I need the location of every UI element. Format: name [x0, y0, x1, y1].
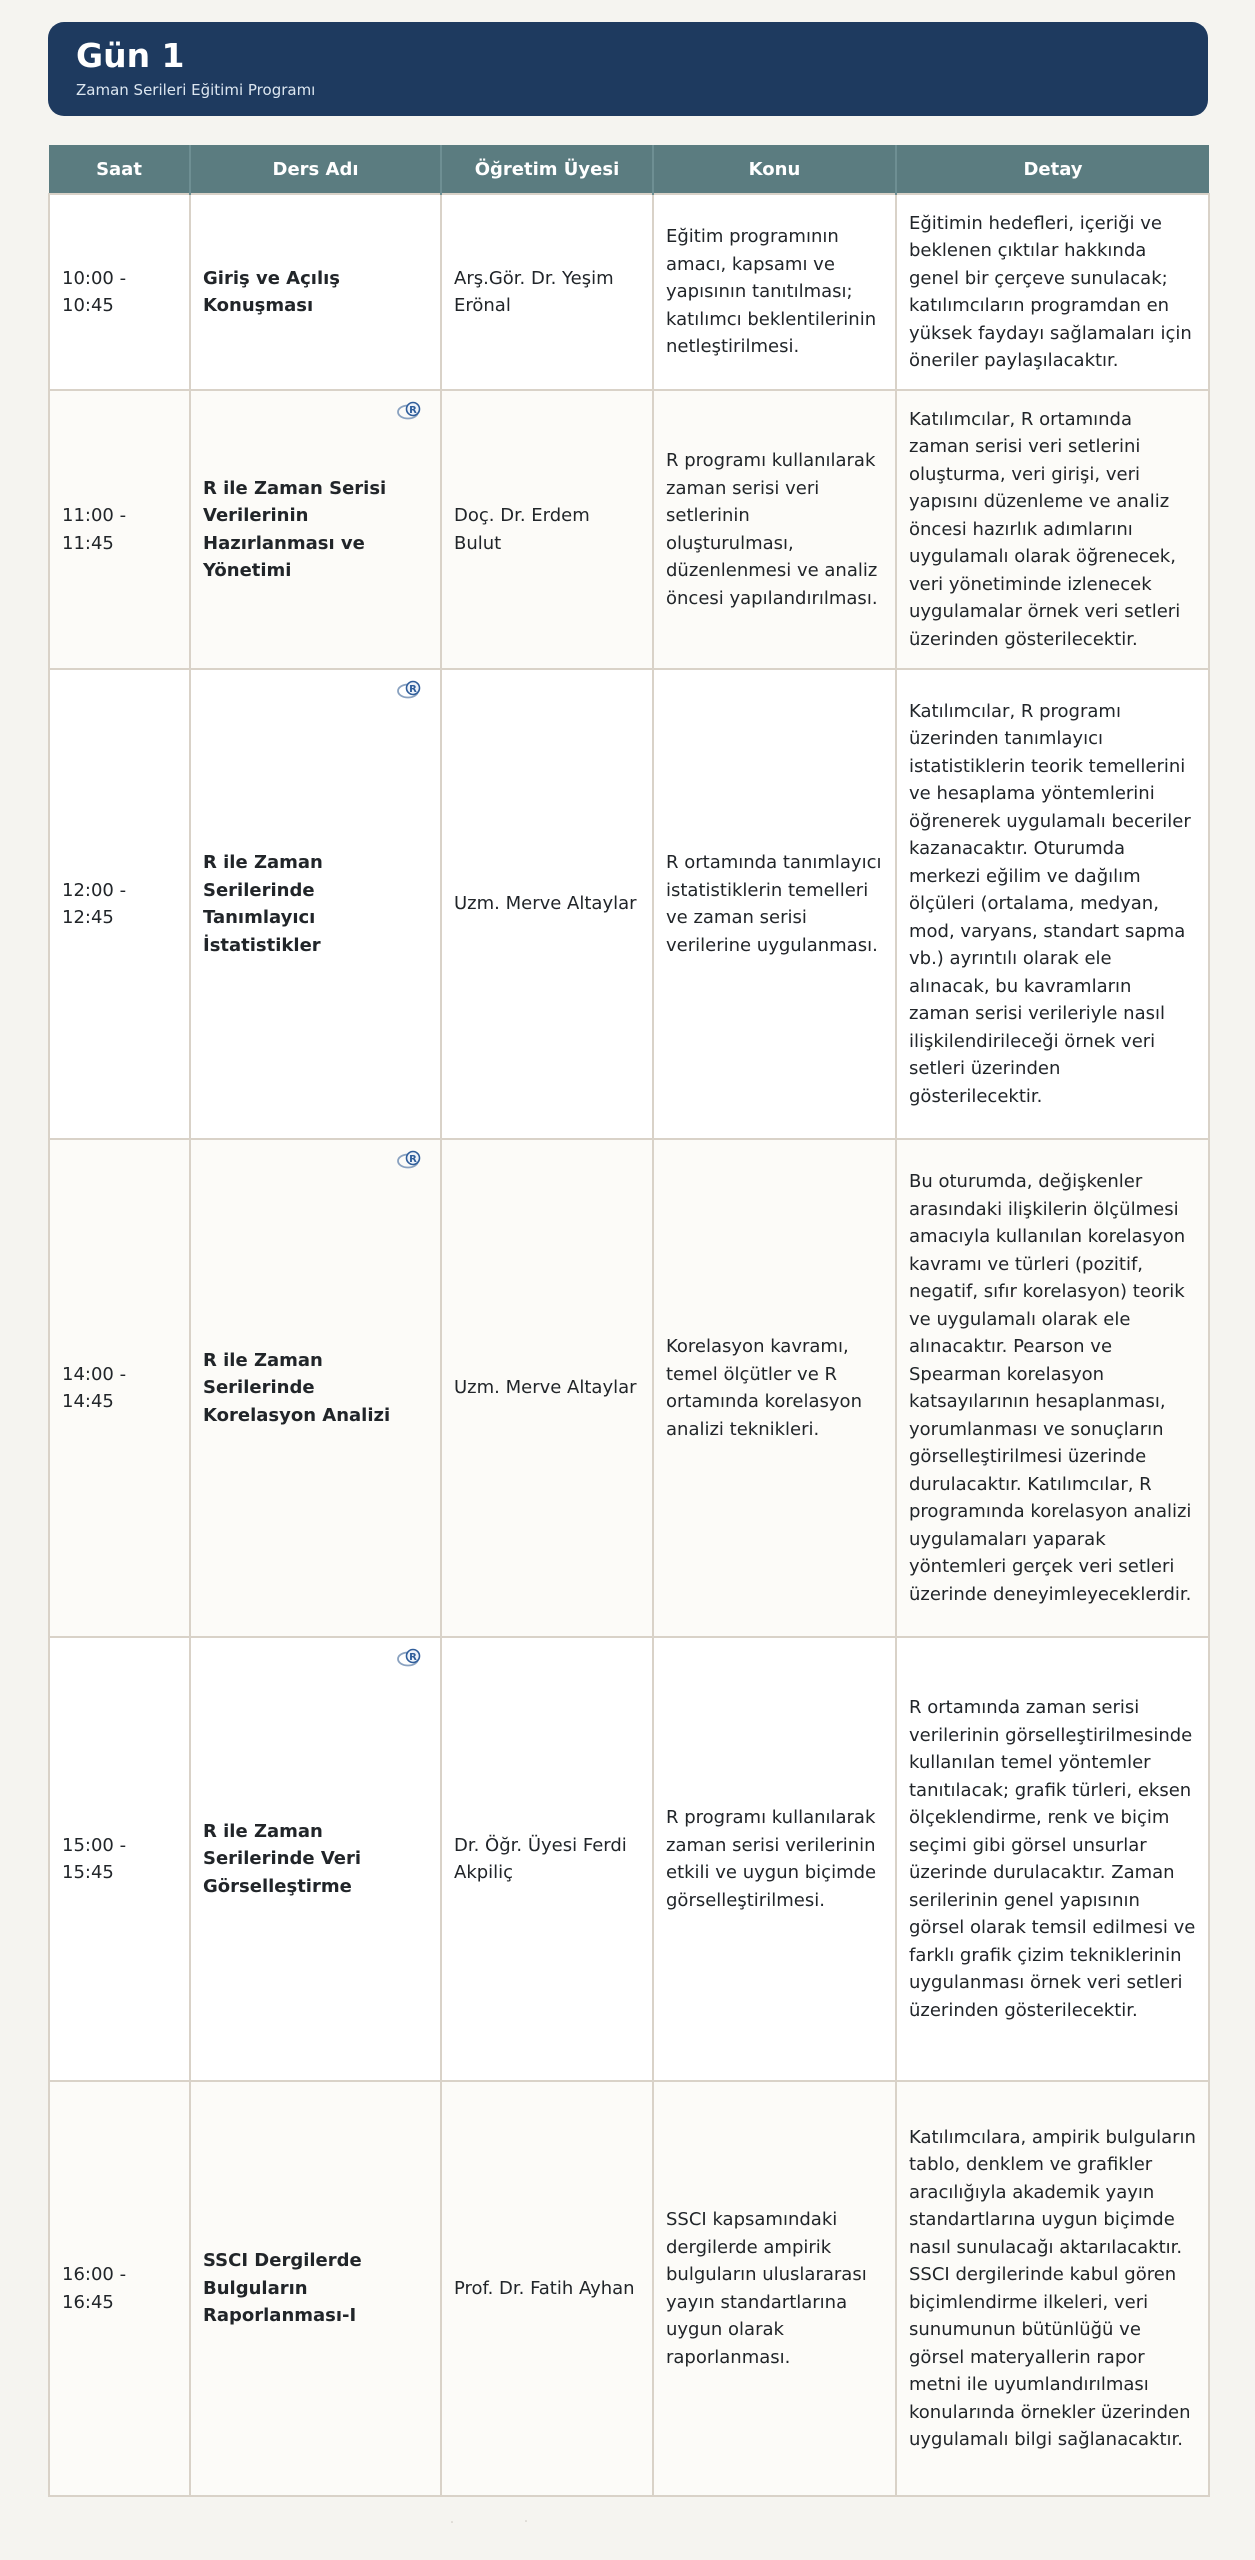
session-topic-text: Korelasyon kavramı, temel ölçütler ve R ortamında korelasyon analizi teknikleri. — [666, 1336, 862, 1440]
session-time-text: 12:00 - 12:45 — [62, 879, 127, 928]
session-topic — [653, 1139, 896, 1637]
table-row — [49, 1139, 1209, 1637]
table-row — [49, 194, 1209, 390]
page-title: Gün 1 — [76, 36, 185, 75]
session-instructor — [441, 2081, 653, 2496]
session-topic-text: R programı kullanılarak zaman serisi veri setlerinin oluşturulması, düzenlenmesi ve analiz öncesi yapılandırılması. — [666, 450, 878, 609]
session-title-text: R ile Zaman Serilerinde Tanımlayıcı İstatistikler — [203, 852, 323, 956]
session-instructor — [441, 1637, 653, 2081]
day-header — [48, 22, 1208, 116]
table-row — [49, 669, 1209, 1139]
r-logo-icon — [396, 1648, 424, 1668]
column-header-time: Saat — [49, 145, 190, 194]
session-topic — [653, 194, 896, 390]
session-instructor-text: Uzm. Merve Altaylar — [454, 1377, 637, 1399]
session-time — [49, 2081, 190, 2496]
session-title — [190, 1139, 441, 1637]
session-detail-text: Bu oturumda, değişkenler arasındaki ilişkilerin ölçülmesi amacıyla kullanılan korelasyon kavramı ve türleri (pozitif, negatif, sıfır korelasyon) teorik ve uygulamalı olarak ele alınacaktır. Pearson ve Spearman korelasyon katsayılarının hesaplanması, yorumlanması ve sonuçların görselleştirilmesi üzerinde durulacaktır. Katılımcılar, R programında korelasyon analizi uygulamaları yaparak yöntemleri gerçek veri setleri üzerinde deneyimleyeceklerdir. — [909, 1171, 1192, 1605]
session-time — [49, 1139, 190, 1637]
session-detail-text: R ortamında zaman serisi verilerinin görselleştirilmesinde kullanılan temel yöntemler tanıtılacak; grafik türleri, eksen ölçeklendirme, renk ve biçim seçimi gibi görsel unsurlar üzerinde durulacaktır. Zaman serilerinin genel yapısının görsel olarak temsil edilmesi ve farklı grafik çizim tekniklerinin uygulanması örnek veri setleri üzerinden gösterilecektir. — [909, 1697, 1196, 2021]
table-row — [49, 2081, 1209, 2496]
session-title — [190, 2081, 441, 2496]
r-logo-icon — [396, 680, 424, 700]
session-instructor-text: Arş.Gör. Dr. Yeşim Erönal — [454, 267, 614, 316]
table-row — [49, 390, 1209, 669]
session-time — [49, 1637, 190, 2081]
session-title-text: R ile Zaman Serilerinde Korelasyon Analizi — [203, 1349, 391, 1426]
session-title-text: R ile Zaman Serisi Verilerinin Hazırlanması ve Yönetimi — [203, 477, 387, 581]
session-topic — [653, 2081, 896, 2496]
session-detail-text: Katılımcılar, R programı üzerinden tanımlayıcı istatistiklerin teorik temellerini ve hesaplama yöntemlerini öğrenerek uygulamalı beceriler kazanacaktır. Oturumda merkezi eğilim ve dağılım ölçüleri (ortalama, medyan, mod, varyans, standart sapma vb.) ayrıntılı olarak ele alınacak, bu kavramların zaman serisi verileriyle nasıl ilişkilendirileceği örnek veri setleri üzerinden gösterilecektir. — [909, 700, 1191, 1107]
session-detail — [896, 1637, 1209, 2081]
session-title-text: SSCI Dergilerde Bulguların Raporlanması-I — [203, 2250, 362, 2327]
table-body — [49, 194, 1209, 2496]
session-topic-text: R ortamında tanımlayıcı istatistiklerin temelleri ve zaman serisi verilerine uygulanması. — [666, 852, 882, 956]
session-detail — [896, 669, 1209, 1139]
r-logo-icon — [396, 401, 424, 421]
session-topic — [653, 1637, 896, 2081]
session-instructor-text: Prof. Dr. Fatih Ayhan — [454, 2277, 635, 2299]
column-header-instructor: Öğretim Üyesi — [441, 145, 653, 194]
svg-text:R: R — [409, 684, 417, 695]
session-instructor — [441, 669, 653, 1139]
r-logo-icon — [396, 1150, 424, 1170]
session-time-text: 15:00 - 15:45 — [62, 1834, 127, 1883]
table-row — [49, 1637, 1209, 2081]
session-instructor-text: Doç. Dr. Erdem Bulut — [454, 505, 590, 554]
session-title-text: R ile Zaman Serilerinde Veri Görselleştirme — [203, 1820, 362, 1897]
table-header-row — [49, 145, 1209, 194]
svg-text:R: R — [409, 405, 417, 416]
svg-text:R: R — [409, 1154, 417, 1165]
session-time — [49, 669, 190, 1139]
svg-text:R: R — [409, 1652, 417, 1663]
session-time-text: 11:00 - 11:45 — [62, 505, 127, 554]
session-time-text: 14:00 - 14:45 — [62, 1363, 127, 1412]
session-title — [190, 390, 441, 669]
session-instructor — [441, 390, 653, 669]
session-detail — [896, 390, 1209, 669]
session-detail-text: Eğitimin hedefleri, içeriği ve beklenen çıktılar hakkında genel bir çerçeve sunulacak; katılımcıların programdan en yüksek faydayı sağlamaları için öneriler paylaşılacaktır. — [909, 212, 1192, 371]
session-topic-text: R programı kullanılarak zaman serisi verilerinin etkili ve uygun biçimde görselleştirilmesi. — [666, 1807, 877, 1911]
column-header-topic: Konu — [653, 145, 896, 194]
session-title-text: Giriş ve Açılış Konuşması — [203, 267, 341, 316]
session-instructor-text: Uzm. Merve Altaylar — [454, 893, 637, 915]
session-topic-text: SSCI kapsamındaki dergilerde ampirik bulguların uluslararası yayın standartlarına uygun olarak raporlanması. — [666, 2209, 867, 2368]
session-topic — [653, 669, 896, 1139]
footer-dots — [450, 2520, 550, 2524]
session-time-text: 16:00 - 16:45 — [62, 2264, 127, 2313]
session-detail — [896, 194, 1209, 390]
session-instructor — [441, 1139, 653, 1637]
session-title — [190, 669, 441, 1139]
session-time — [49, 390, 190, 669]
column-header-course: Ders Adı — [190, 145, 441, 194]
session-time-text: 10:00 - 10:45 — [62, 267, 127, 316]
session-detail — [896, 1139, 1209, 1637]
page-subtitle: Zaman Serileri Eğitimi Programı — [76, 81, 316, 99]
session-detail-text: Katılımcılar, R ortamında zaman serisi veri setlerini oluşturma, veri girişi, veri yapısını düzenleme ve analiz öncesi hazırlık adımlarını uygulamalı olarak öğrenecek, veri yönetiminde izlenecek uygulamalar örnek veri setleri üzerinden gösterilecektir. — [909, 408, 1181, 650]
session-time — [49, 194, 190, 390]
session-instructor — [441, 194, 653, 390]
session-detail-text: Katılımcılara, ampirik bulguların tablo, denklem ve grafikler aracılığıyla akademik yayın standartlarına uygun biçimde nasıl sunulacağı aktarılacaktır. SSCI dergilerinde kabul gören biçimlendirme ilkeleri, veri sunumunun bütünlüğü ve görsel materyallerin rapor metni ile uyumlandırılması konularında örnekler üzerinden uygulamalı bilgi sağlanacaktır. — [909, 2126, 1196, 2450]
session-topic-text: Eğitim programının amacı, kapsamı ve yapısının tanıtılması; katılımcı beklentilerinin netleştirilmesi. — [666, 226, 877, 358]
schedule-table — [48, 145, 1210, 2497]
session-detail — [896, 2081, 1209, 2496]
session-topic — [653, 390, 896, 669]
session-title — [190, 1637, 441, 2081]
session-title — [190, 194, 441, 390]
session-instructor-text: Dr. Öğr. Üyesi Ferdi Akpiliç — [454, 1834, 627, 1883]
column-header-detail: Detay — [896, 145, 1209, 194]
